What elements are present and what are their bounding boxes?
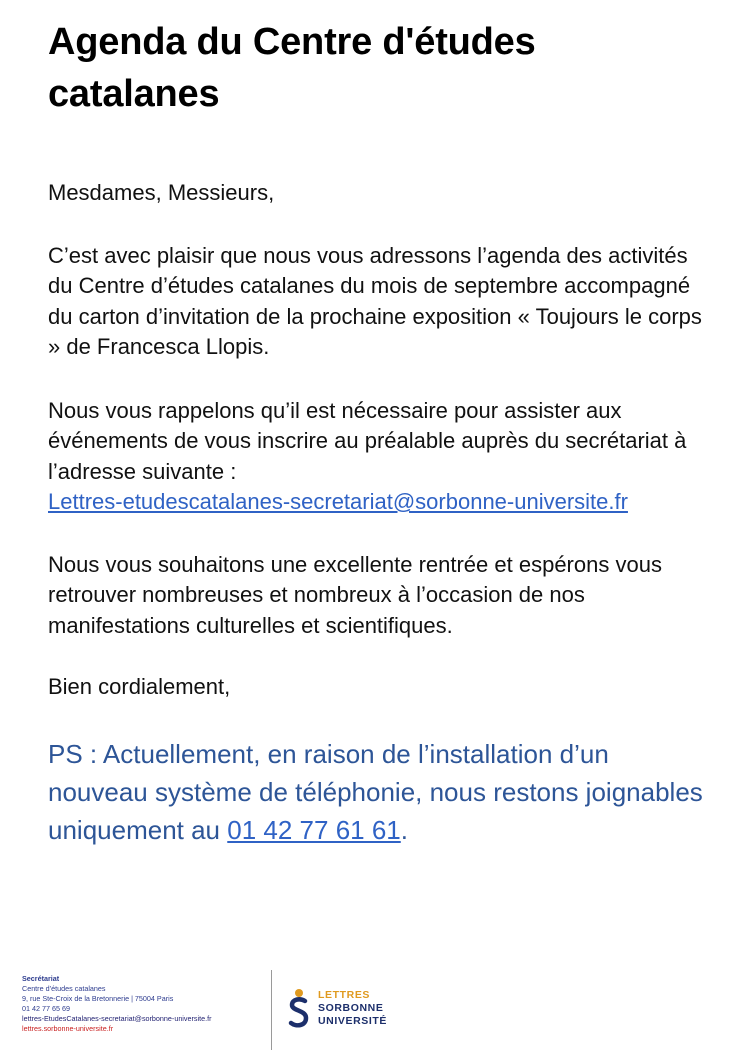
email-signature <box>22 974 422 1050</box>
signoff: Bien cordialement, <box>48 674 231 699</box>
logo-s-curve <box>291 999 306 1025</box>
greeting: Mesdames, Messieurs, <box>48 180 275 205</box>
ps-end: . <box>400 814 408 845</box>
email-body <box>48 0 708 849</box>
signature-website[interactable]: lettres.sorbonne-universite.fr <box>22 1024 114 1033</box>
sorbonne-logo <box>288 988 398 1032</box>
signature-text <box>22 974 267 1034</box>
signature-org: Centre d’études catalanes <box>22 984 106 993</box>
signature-address: 9, rue Ste-Croix de la Bretonnerie | 75004 Paris <box>22 994 174 1003</box>
signature-divider <box>271 970 272 1050</box>
logo-dot <box>295 989 303 997</box>
signature-email[interactable]: lettres-EtudesCatalanes-secretariat@sorbonne-universite.fr <box>22 1014 212 1023</box>
sorbonne-s-icon <box>288 988 310 1032</box>
ps-text: PS : Actuellement, en raison de l’installation d’un nouveau système de téléphonie, nous restons joignables uniquement au <box>48 738 703 845</box>
ps-note <box>48 735 708 849</box>
logo-line-lettres: LETTRES <box>318 989 371 1001</box>
paragraph-registration <box>48 396 708 518</box>
secretariat-email-link[interactable]: Lettres-etudescatalanes-secretariat@sorbonne-universite.fr <box>48 489 628 514</box>
logo-line-sorbonne: SORBONNE <box>318 1002 384 1014</box>
signature-heading: Secrétariat <box>22 974 60 983</box>
paragraph-agenda: C’est avec plaisir que nous vous adressons l’agenda des activités du Centre d’études catalanes du mois de septembre accompagné du carton d’invitation de la prochaine exposition « Toujours le corps » de Francesca Llopis. <box>48 242 702 359</box>
signature-phone: 01 42 77 65 69 <box>22 1004 70 1013</box>
page-title: Agenda du Centre d'études catalanes <box>48 21 536 115</box>
registration-text: Nous vous rappelons qu’il est nécessaire pour assister aux événements de vous inscrire au préalable auprès du secrétariat à l’adresse suivante : <box>48 397 687 484</box>
phone-link[interactable]: 01 42 77 61 61 <box>227 814 401 845</box>
paragraph-welcome: Nous vous souhaitons une excellente rentrée et espérons vous retrouver nombreuses et nombreux à l’occasion de nos manifestations culturelles et scientifiques. <box>48 551 662 638</box>
logo-line-universite: UNIVERSITÉ <box>318 1015 388 1027</box>
